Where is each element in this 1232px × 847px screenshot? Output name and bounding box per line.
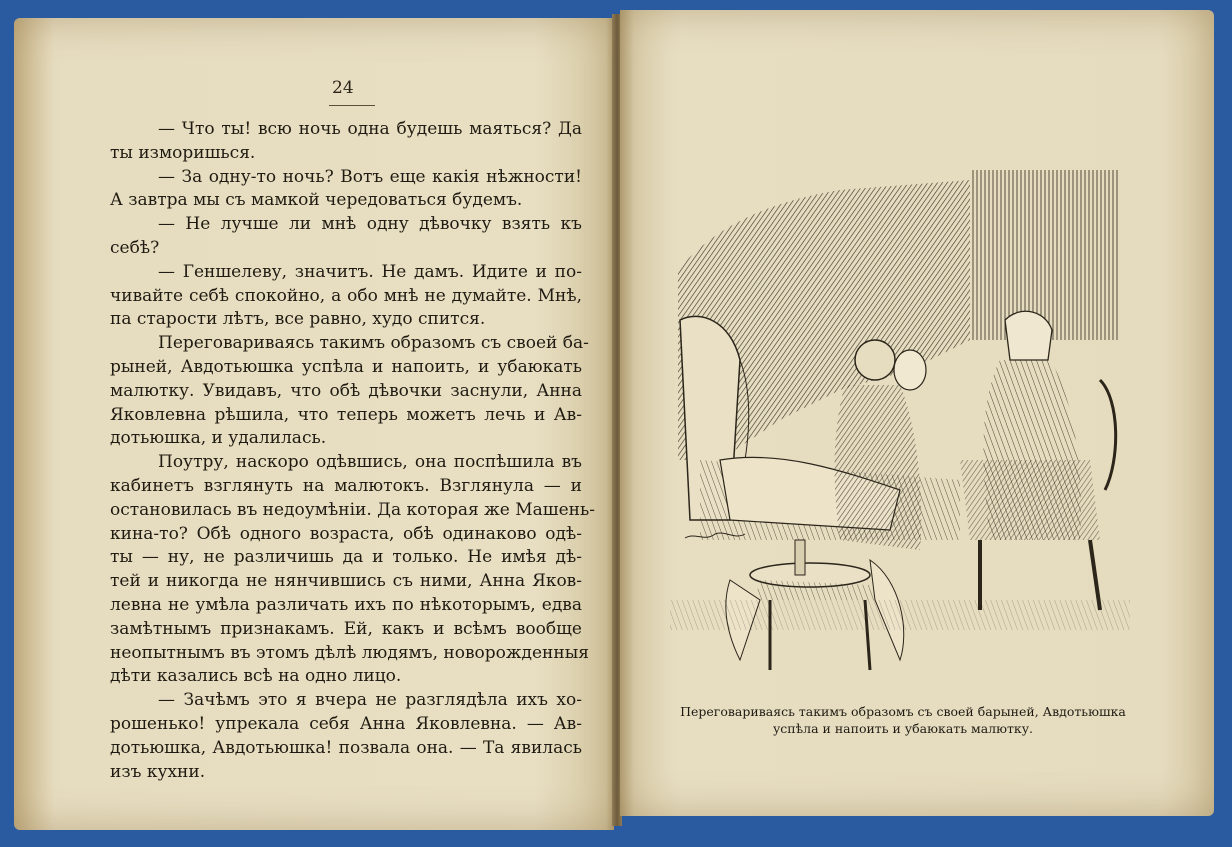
text-line: замѣтнымъ признакамъ. Ей, какъ и всѣмъ вообще	[110, 618, 582, 639]
text-line: дотьюшка, Авдотьюшка! позвала она. — Та явилась	[110, 737, 582, 758]
engraving-illustration-icon	[660, 160, 1130, 688]
text-line: ты изморишься.	[110, 142, 256, 163]
text-line: кабинетъ взглянуть на малютокъ. Взглянула — и	[110, 475, 582, 496]
body-text	[110, 118, 595, 784]
text-line: — Зачѣмъ это я вчера не разглядѣла ихъ хо-	[158, 690, 582, 711]
text-line: рошенько! упрекала себя Анна Яковлевна. — Ав-	[110, 713, 582, 734]
text-line: кина-то? Обѣ одного возраста, обѣ одинаково одѣ-	[110, 523, 582, 544]
text-line: малютку. Увидавъ, что обѣ дѣвочки заснули, Анна	[110, 380, 582, 401]
text-line: рыней, Авдотьюшка успѣла и напоить, и убаюкать	[110, 356, 582, 377]
text-line: па старости лѣтъ, все равно, худо спится.	[110, 309, 486, 330]
page-number: 24	[332, 78, 354, 98]
text-line: себѣ?	[110, 237, 160, 258]
text-line: изъ кухни.	[110, 761, 206, 782]
text-line: остановилась въ недоумѣніи. Да которая же Машень-	[110, 499, 595, 520]
text-line: тей и никогда не нянчившись съ ними, Анна Яков-	[110, 571, 582, 592]
text-line: Яковлевна рѣшила, что теперь можетъ лечь и Ав-	[110, 404, 582, 425]
left-page	[14, 18, 614, 830]
caption-line: Переговариваясь такимъ образомъ съ своей барыней, Авдотьюшка	[680, 704, 1126, 719]
text-line: чивайте себѣ спокойно, а обо мнѣ не думайте. Мнѣ,	[110, 285, 582, 306]
text-line: неопытнымъ въ этомъ дѣлѣ людямъ, новорожденныя	[110, 642, 589, 663]
text-line: дотьюшка, и удалилась.	[110, 428, 327, 449]
text-line: Поутру, наскоро одѣвшись, она поспѣшила въ	[158, 452, 582, 473]
text-line: дѣти казались всѣ на одно лицо.	[110, 666, 402, 687]
text-line: А завтра мы съ мамкой чередоваться будемъ.	[110, 190, 523, 211]
illustration-caption	[668, 703, 1138, 737]
text-line: — Не лучше ли мнѣ одну дѣвочку взять къ	[158, 214, 582, 235]
text-line: Переговариваясь такимъ образомъ съ своей ба-	[158, 333, 589, 354]
text-line: — За одну-то ночь? Вотъ еще какія нѣжности!	[158, 166, 582, 187]
text-line: — Что ты! всю ночь одна будешь маяться? Да	[158, 119, 582, 139]
text-line: ты — ну, не различишь да и только. Не имѣя дѣ-	[110, 547, 582, 568]
caption-line: успѣла и напоить и убаюкать малютку.	[772, 721, 1034, 736]
text-line: левна не умѣла различать ихъ по нѣкоторымъ, едва	[110, 594, 582, 615]
page-number-rule	[329, 105, 375, 106]
text-line: — Геншелеву, значитъ. Не дамъ. Идите и по-	[158, 261, 582, 282]
